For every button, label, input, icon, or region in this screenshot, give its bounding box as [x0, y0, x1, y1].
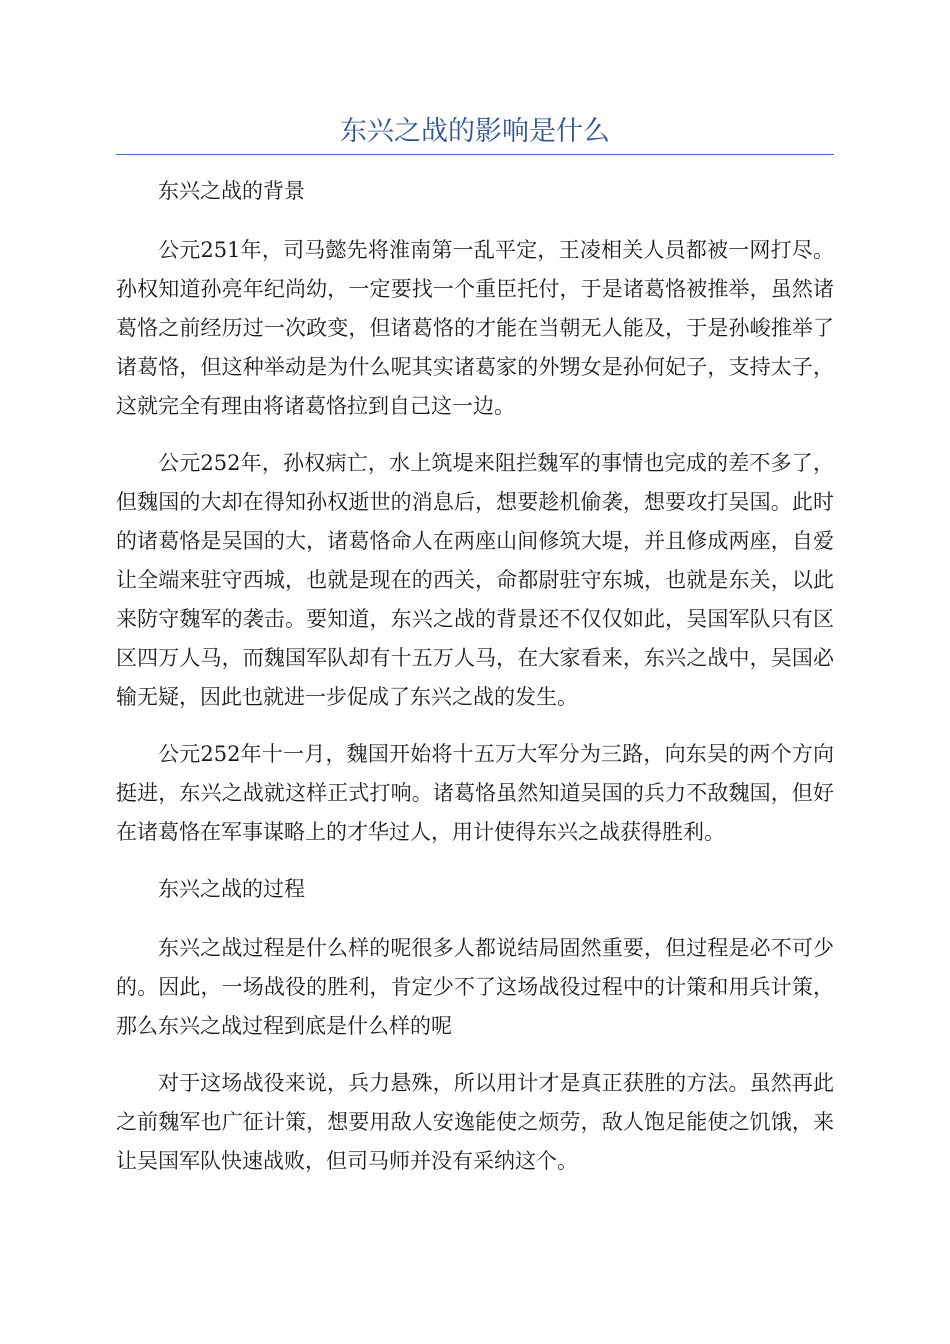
paragraph: 公元251年，司马懿先将淮南第一乱平定，王凌相关人员都被一网打尽。孙权知道孙亮年纪尚幼，一定要找一个重臣托付，于是诸葛恪被推举，虽然诸葛恪之前经历过一次政变，但诸葛恪的才能在当朝无人能及，于是孙峻推举了诸葛恪，但这种举动是为什么呢其实诸葛家的外甥女是孙何妃子，支持太子，这就完全有理由将诸葛恪拉到自己这一边。: [116, 238, 834, 418]
title-underline: [116, 154, 834, 155]
document-body: [116, 172, 834, 1199]
paragraph: 东兴之战过程是什么样的呢很多人都说结局固然重要，但过程是必不可少的。因此，一场战役的胜利，肯定少不了这场战役过程中的计策和用兵计策，那么东兴之战过程到底是什么样的呢: [116, 936, 834, 1038]
paragraph: 公元252年十一月，魏国开始将十五万大军分为三路，向东吴的两个方向挺进，东兴之战就这样正式打响。诸葛恪虽然知道吴国的兵力不敌魏国，但好在诸葛恪在军事谋略上的才华过人，用计使得东兴之战获得胜利。: [116, 742, 834, 844]
section-heading-process: 东兴之战的过程: [158, 877, 305, 901]
paragraph: 公元252年，孙权病亡，水上筑堤来阻拦魏军的事情也完成的差不多了，但魏国的大却在得知孙权逝世的消息后，想要趁机偷袭，想要攻打吴国。此时的诸葛恪是吴国的大，诸葛恪命人在两座山间修筑大堤，并且修成两座，自爱让全端来驻守西城，也就是现在的西关，命都尉驻守东城，也就是东关，以此来防守魏军的袭击。要知道，东兴之战的背景还不仅仅如此，吴国军队只有区区四万人马，而魏国军队却有十五万人马，在大家看来，东兴之战中，吴国必输无疑，因此也就进一步促成了东兴之战的发生。: [116, 451, 834, 709]
document-title: 东兴之战的影响是什么: [340, 116, 610, 147]
section-heading-background: 东兴之战的背景: [158, 179, 305, 203]
paragraph: 对于这场战役来说，兵力悬殊，所以用计才是真正获胜的方法。虽然再此之前魏军也广征计策，想要用敌人安逸能使之烦劳，敌人饱足能使之饥饿，来让吴国军队快速战败，但司马师并没有采纳这个。: [116, 1071, 834, 1173]
